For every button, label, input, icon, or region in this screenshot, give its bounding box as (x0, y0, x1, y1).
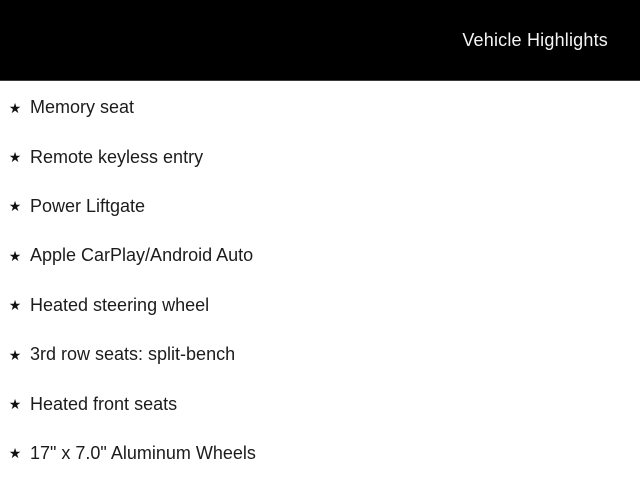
star-icon: ★ (8, 149, 22, 166)
list-item (8, 429, 640, 478)
feature-label: Remote keyless entry (30, 146, 204, 167)
list-item (8, 132, 640, 181)
feature-label: Apple CarPlay/Android Auto (30, 245, 254, 266)
feature-label: Heated steering wheel (30, 294, 210, 315)
page-title: Vehicle Highlights (462, 29, 608, 50)
feature-label: Power Liftgate (30, 195, 146, 216)
feature-label: Heated front seats (30, 393, 178, 414)
list-item (8, 379, 640, 428)
feature-list (0, 81, 640, 478)
list-item (8, 330, 640, 379)
header-bar (0, 0, 640, 81)
star-icon: ★ (8, 445, 22, 462)
star-icon: ★ (8, 99, 22, 116)
star-icon: ★ (8, 247, 22, 264)
star-icon: ★ (8, 198, 22, 215)
list-item (8, 83, 640, 132)
list-item (8, 231, 640, 280)
feature-label: Memory seat (30, 97, 135, 118)
feature-label: 17" x 7.0" Aluminum Wheels (30, 442, 256, 463)
feature-label: 3rd row seats: split-bench (30, 344, 236, 365)
list-item (8, 281, 640, 330)
star-icon: ★ (8, 297, 22, 314)
star-icon: ★ (8, 346, 22, 363)
list-item (8, 182, 640, 231)
star-icon: ★ (8, 396, 22, 413)
